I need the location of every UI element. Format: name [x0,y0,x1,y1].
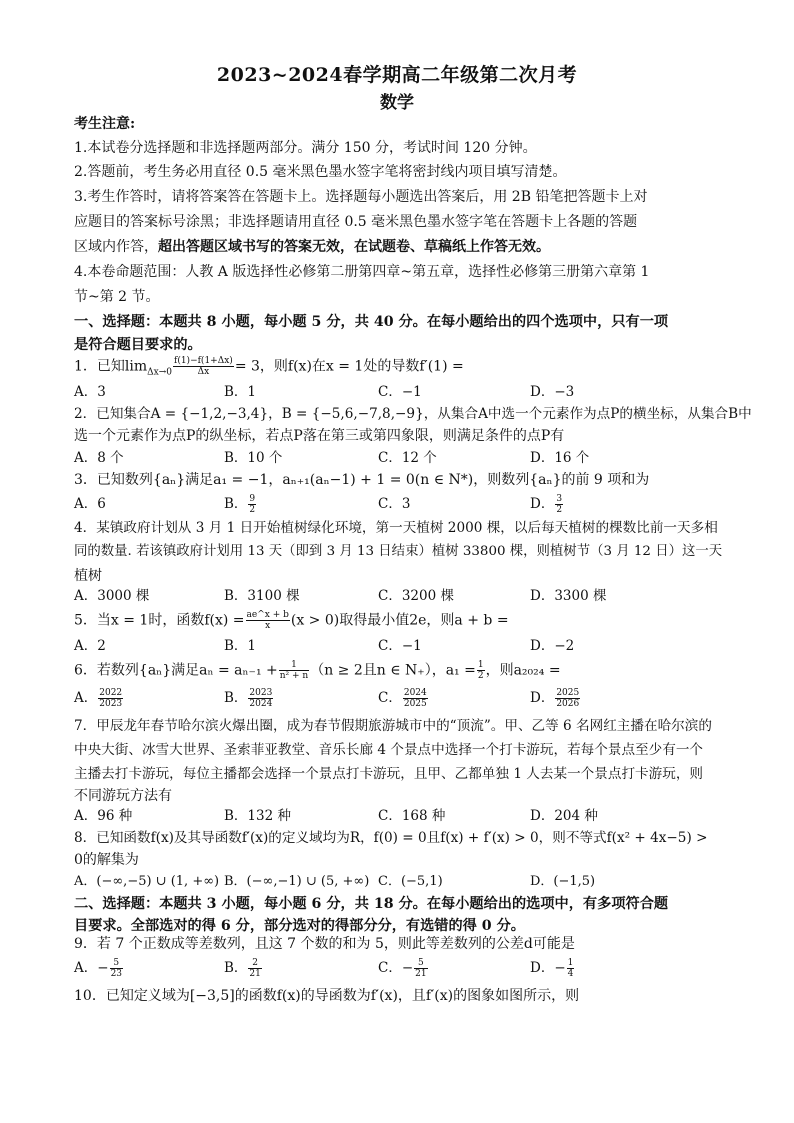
q1-frac-num: f(1)−f(1+Δx) [173,356,233,366]
q9-stem: 9．若 7 个正数成等差数列，且这 7 个数的和为 5，则此等差数列的公差d可能是 [74,936,575,952]
q6-option-b-frac [248,688,273,709]
q3-option-d [530,494,564,515]
q6-option-a-frac [98,688,123,709]
q6-a1-den: 2 [477,671,484,681]
q6-frac-den: n² + n [279,671,309,681]
q6-option-d-frac [555,688,580,709]
q1-frac-den: Δx [197,367,210,377]
section2-line-1: 二、选择题：本题共 3 小题，每小题 6 分，共 18 分。在每小题给出的选项中，有多项符合题 [74,896,669,912]
q9-option-d [530,958,575,979]
q4-option-b: B．3100 棵 [224,588,300,604]
q1-fraction [173,356,234,377]
q9-b-den: 21 [249,969,261,979]
q6-a1-fraction [477,660,485,681]
q6-option-a [74,688,124,709]
q6-a-den: 2023 [99,699,123,709]
q5-frac-den: x [265,621,271,631]
q8-option-a: A．(−∞,−5) ∪ (1, +∞) [74,874,220,889]
q5-option-d: D．−2 [530,638,575,654]
q6-b-den: 2024 [249,699,273,709]
q9-b-num: 2 [248,958,261,969]
q9-d-num: 1 [567,958,574,968]
notice-line-1: 1.本试卷分选择题和非选择题两部分。满分 150 分，考试时间 120 分钟。 [74,140,537,156]
q3-option-b-label: B． [224,496,248,512]
q2-option-c: C．12 个 [378,450,437,466]
notice-line-2: 2.答题前，考生务必用直径 0.5 毫米黑色墨水签字笔将密封线内项目填写清楚。 [74,164,567,180]
q5-option-b: B．1 [224,638,257,654]
q7-line-1: 7．甲辰龙年春节哈尔滨火爆出圈，成为春节假期旅游城市中的“顶流”。甲、乙等 6 名网红主播在哈尔滨的 [74,718,712,734]
q9-option-d-label: D．− [530,960,566,976]
q6-fraction [279,660,309,681]
q3-option-b [224,494,257,515]
q9-a-num: 5 [110,958,123,969]
q1-option-b: B．1 [224,384,257,400]
q3-stem: 3．已知数列{aₙ}满足a₁ = −1，aₙ₊₁(aₙ−1) + 1 = 0(n ∈ N*)，则数列{aₙ}的前 9 项和为 [74,472,650,488]
q8-option-c: C．(−5,1) [378,874,443,889]
q4-line-2: 同的数量. 若该镇政府计划用 13 天（即到 3 月 13 日结束）植树 33800 棵，则植树节（3 月 12 日）这一天 [74,544,723,559]
q8-option-d: D．(−1,5) [530,874,596,889]
q7-line-3: 主播去打卡游玩，每位主播都会选择一个景点打卡游玩，且甲、乙都单独 1 人去某一个景点打卡游玩，则 [74,766,704,782]
q3-option-a: A．6 [74,496,106,512]
q6-option-d [530,688,581,709]
q1-stem [74,356,724,382]
q7-line-4: 不同游玩方法有 [74,788,172,804]
q5-option-a: A．2 [74,638,106,654]
q1-pre: 1．已知lim [74,358,148,375]
q7-option-c: C．168 种 [378,808,446,824]
q6-b-num: 2023 [249,688,273,698]
q9-option-a-frac [110,958,123,979]
q9-option-c [378,958,429,979]
q9-a-den: 23 [110,969,123,979]
q5-post: (x > 0)取得最小值2e，则a + b = [290,612,509,629]
q9-option-b-frac [248,958,261,979]
q4-line-3: 植树 [74,568,102,584]
q7-option-a: A．96 种 [74,808,133,824]
q6-option-c-label: C． [378,690,402,706]
q5-pre: 5．当x = 1时，函数f(x) = [74,612,245,629]
notice-line-3a: 3.考生作答时，请将答案答在答题卡上。选择题每小题选出答案后，用 2B 铅笔把答题卡上对 [74,189,648,205]
q9-c-den: 21 [415,969,427,979]
q6-post: ，则a₂₀₂₄ = [485,662,561,679]
q3-option-b-frac [248,494,256,515]
q4-option-c: C．3200 棵 [378,588,454,604]
q6-option-a-label: A． [74,690,98,706]
q2-option-d: D．16 个 [530,450,590,466]
q2-line-2: 选一个元素作为点P的纵坐标，若点P落在第三或第四象限，则满足条件的点P有 [74,428,565,444]
q6-c-den: 2025 [403,699,427,709]
q2-option-a: A．8 个 [74,450,124,466]
q8-line-2: 0的解集为 [74,852,139,868]
q6-frac-num: 1 [279,660,309,671]
q1-lim-sub: Δx→0 [147,367,172,378]
q6-option-d-label: D． [530,690,555,706]
q5-fraction [246,610,290,631]
q2-option-b: B．10 个 [224,450,283,466]
q5-frac-num: ae^x + b [246,610,289,620]
q1-option-c: C．−1 [378,384,422,400]
q3-option-d-frac [555,494,563,515]
notice-line-3b: 应题目的答案标号涂黑；非选择题请用直径 0.5 毫米黑色墨水签字笔在答题卡上各题的答题 [74,214,638,230]
q2-line-1: 2．已知集合A = {−1,2,−3,4}，B = {−5,6,−7,8,−9}，从集合A中选一个元素作为点P的横坐标，从集合B中 [74,406,752,422]
q9-option-c-frac [414,958,427,979]
q6-mid: （n ≥ 2且n ∈ N₊），a₁ = [310,662,476,679]
subject-title: 数学 [380,93,414,113]
notice-line-3c-bold: 超出答题区域书写的答案无效，在试题卷、草稿纸上作答无效。 [158,239,550,255]
q9-option-c-label: C．− [378,960,414,976]
q3-option-d-label: D． [530,496,555,512]
q8-line-1: 8．已知函数f(x)及其导函数f′(x)的定义域均为R，f(0) = 0且f(x) + f′(x) > 0，则不等式f(x² + 4x−5) > [74,830,708,846]
q6-option-c-frac [403,688,428,709]
q6-option-c [378,688,429,709]
q3-option-c: C．3 [378,496,411,512]
q9-c-num: 5 [414,958,427,969]
q6-a-num: 2022 [99,688,123,698]
q3-b-num: 9 [249,494,256,504]
q9-option-b-label: B． [224,960,248,976]
notice-heading: 考生注意: [74,116,136,132]
q6-option-b-label: B． [224,690,248,706]
q5-option-c: C．−1 [378,638,422,654]
q1-option-a: A．3 [74,384,106,400]
notice-line-3c-text: 区域内作答， [74,239,158,255]
q3-d-num: 3 [556,494,563,504]
q9-option-d-frac [567,958,575,979]
q1-post: = 3，则f(x)在x = 1处的导数f′(1) = [234,358,464,375]
q9-option-a [74,958,124,979]
q6-c-num: 2024 [403,688,427,698]
section1-line-2: 是符合题目要求的。 [74,337,202,353]
q1-option-d: D．−3 [530,384,575,400]
exam-title: 2023~2024春学期高二年级第二次月考 [216,64,578,86]
section2-line-2: 目要求。全部选对的得 6 分，部分选对的得部分分，有选错的得 0 分。 [74,918,525,934]
q4-option-d: D．3300 棵 [530,588,607,604]
q6-option-b [224,688,274,709]
q9-option-a-label: A．− [74,960,109,976]
q4-line-1: 4．某镇政府计划从 3 月 1 日开始植树绿化环境，第一天植树 2000 棵，以后每天植树的棵数比前一天多相 [74,520,718,536]
q9-d-den: 4 [567,969,574,979]
notice-line-4a: 4.本卷命题范围：人教 A 版选择性必修第二册第四章~第五章，选择性必修第三册第六章第 1 [74,264,650,280]
q5-stem [74,610,724,631]
q3-d-den: 2 [556,505,563,515]
q6-a1-num: 1 [477,660,484,670]
q7-option-b: B．132 种 [224,808,291,824]
notice-line-4b: 节~第 2 节。 [74,289,160,305]
q6-d-den: 2026 [556,699,580,709]
q6-pre: 6．若数列{aₙ}满足aₙ = aₙ₋₁ + [74,662,278,679]
q3-b-den: 2 [249,505,256,515]
q7-line-2: 中央大街、冰雪大世界、圣索菲亚教堂、音乐长廊 4 个景点中选择一个打卡游玩，若每个景点至少有一个 [74,742,704,758]
notice-line-3c [74,237,724,257]
section1-line-1: 一、选择题：本题共 8 小题，每小题 5 分，共 40 分。在每小题给出的四个选项中，只有一项 [74,314,669,330]
q4-option-a: A．3000 棵 [74,588,150,604]
q6-stem [74,660,724,681]
q10-stem: 10．已知定义域为[−3,5]的函数f(x)的导函数为f′(x)，且f′(x)的图象如图所示，则 [74,988,580,1004]
q8-option-b: B．(−∞,−1) ∪ (5, +∞) [224,874,370,889]
q6-d-num: 2025 [556,688,580,698]
q9-option-b [224,958,263,979]
q7-option-d: D．204 种 [530,808,598,824]
